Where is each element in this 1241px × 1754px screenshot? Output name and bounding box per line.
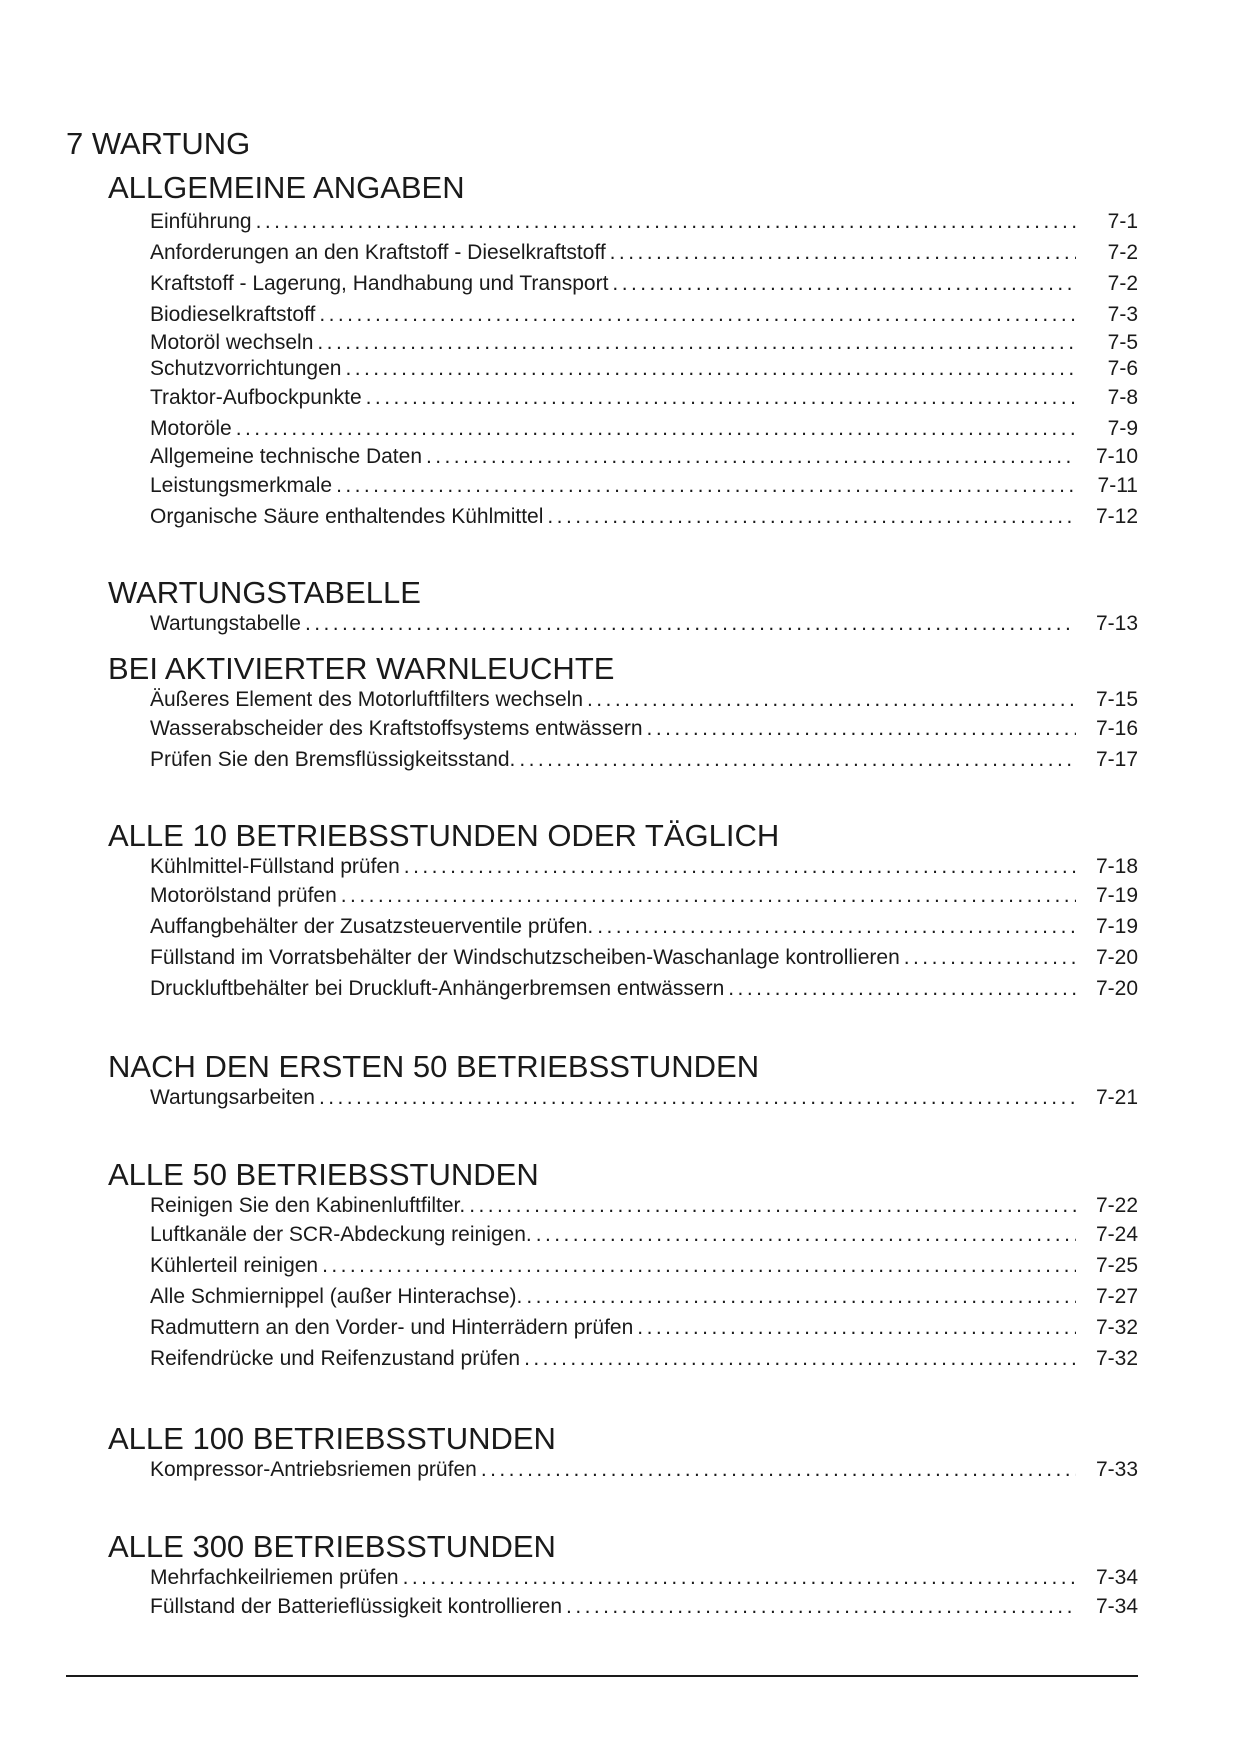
toc-section xyxy=(108,170,1138,532)
toc-entry-label: Kompressor-Antriebsriemen prüfen xyxy=(150,1458,477,1481)
toc-entry-page: 7-25 xyxy=(1095,1254,1138,1277)
toc-entry-page: 7-9 xyxy=(1107,417,1138,440)
dot-leader xyxy=(524,1343,1076,1374)
toc-entry-label: Mehrfachkeilriemen prüfen xyxy=(150,1566,399,1589)
section-title: ALLE 10 BETRIEBSSTUNDEN ODER TÄGLICH xyxy=(108,818,780,853)
toc-entry[interactable] xyxy=(150,713,1138,744)
toc-entry-label: Kraftstoff - Lagerung, Handhabung und Transport xyxy=(150,272,609,295)
dot-leader xyxy=(404,854,1076,880)
toc-entry-page: 7-24 xyxy=(1095,1223,1138,1246)
dot-leader xyxy=(587,687,1076,713)
toc-entry-label: Organische Säure enthaltendes Kühlmittel xyxy=(150,505,544,528)
toc-entry[interactable] xyxy=(150,382,1138,413)
dot-leader xyxy=(612,268,1076,299)
section-title: NACH DEN ERSTEN 50 BETRIEBSSTUNDEN xyxy=(108,1049,760,1084)
toc-entry-page: 7-13 xyxy=(1095,612,1138,635)
toc-entry[interactable] xyxy=(150,413,1138,444)
toc-entry-page: 7-17 xyxy=(1095,748,1138,771)
dot-leader xyxy=(319,1085,1076,1111)
dot-leader xyxy=(305,611,1076,637)
toc-entry[interactable] xyxy=(150,1193,1138,1219)
toc-section xyxy=(108,1157,1138,1374)
toc-entry[interactable] xyxy=(150,268,1138,299)
toc-entry[interactable] xyxy=(150,854,1138,880)
toc-entry[interactable] xyxy=(150,1281,1138,1312)
toc-entry-page: 7-19 xyxy=(1095,884,1138,907)
section-title: ALLGEMEINE ANGABEN xyxy=(108,170,465,205)
section-title: ALLE 300 BETRIEBSSTUNDEN xyxy=(108,1529,556,1564)
toc-entry-page: 7-34 xyxy=(1095,1595,1138,1618)
section-title: ALLE 100 BETRIEBSSTUNDEN xyxy=(108,1421,556,1456)
toc-entry-list xyxy=(150,1085,1138,1111)
dot-leader xyxy=(637,1312,1076,1343)
toc-entry[interactable] xyxy=(150,611,1138,637)
toc-entry-list xyxy=(150,611,1138,637)
dot-leader xyxy=(610,237,1076,268)
toc-entry-page: 7-2 xyxy=(1107,241,1138,264)
toc-entry-label: Alle Schmiernippel (außer Hinterachse). xyxy=(150,1285,523,1308)
toc-entry-page: 7-8 xyxy=(1107,386,1138,409)
toc-entry-label: Wartungstabelle xyxy=(150,612,301,635)
toc-entry-page: 7-16 xyxy=(1095,717,1138,740)
dot-leader xyxy=(519,744,1076,775)
toc-entry-label: Füllstand der Batterieflüssigkeit kontrollieren xyxy=(150,1595,563,1618)
section-title: WARTUNGSTABELLE xyxy=(108,575,421,610)
toc-section xyxy=(108,575,1138,637)
toc-entry-label: Leistungsmerkmale xyxy=(150,474,333,497)
dot-leader xyxy=(366,382,1076,413)
dot-leader xyxy=(536,1219,1076,1250)
toc-entry-label: Kühlmittel-Füllstand prüfen xyxy=(150,855,400,878)
dot-leader xyxy=(345,356,1076,382)
toc-entry[interactable] xyxy=(150,942,1138,973)
toc-entry-page: 7-18 xyxy=(1095,855,1138,878)
toc-entry-page: 7-1 xyxy=(1107,210,1138,233)
toc-section xyxy=(108,1421,1138,1483)
toc-entry[interactable] xyxy=(150,206,1138,237)
toc-entry[interactable] xyxy=(150,501,1138,532)
toc-entry[interactable] xyxy=(150,687,1138,713)
toc-entry-label: Wasserabscheider des Kraftstoffsystems entwässern xyxy=(150,717,643,740)
toc-entry[interactable] xyxy=(150,973,1138,1004)
toc-entry-label: Füllstand im Vorratsbehälter der Windschutzscheiben-Waschanlage kontrollieren xyxy=(150,946,900,969)
toc-entry-label: Luftkanäle der SCR-Abdeckung reinigen. xyxy=(150,1223,532,1246)
toc-entry[interactable] xyxy=(150,1457,1138,1483)
toc-entry-label: Radmuttern an den Vorder- und Hinterrädern prüfen xyxy=(150,1316,634,1339)
toc-entry-page: 7-10 xyxy=(1095,445,1138,468)
toc-entry-label: Kühlerteil reinigen xyxy=(150,1254,319,1277)
toc-entry[interactable] xyxy=(150,1565,1138,1591)
toc-entry-page: 7-32 xyxy=(1095,1347,1138,1370)
chapter-title: 7 WARTUNG xyxy=(66,126,251,161)
dot-leader xyxy=(728,973,1076,1004)
dot-leader xyxy=(403,1565,1076,1591)
toc-entry[interactable] xyxy=(150,470,1138,501)
toc-entry-list xyxy=(150,1565,1138,1622)
toc-entry-page: 7-20 xyxy=(1095,946,1138,969)
toc-entry[interactable] xyxy=(150,237,1138,268)
toc-entry-page: 7-3 xyxy=(1107,303,1138,326)
toc-entry-label: Prüfen Sie den Bremsflüssigkeitsstand. xyxy=(150,748,516,771)
toc-section xyxy=(108,1049,1138,1111)
toc-entry[interactable] xyxy=(150,356,1138,382)
toc-entry-list xyxy=(150,206,1138,532)
toc-entry-label: Äußeres Element des Motorluftfilters wechseln xyxy=(150,688,584,711)
toc-entry-page: 7-20 xyxy=(1095,977,1138,1000)
toc-entry[interactable] xyxy=(150,911,1138,942)
dot-leader xyxy=(256,206,1076,237)
toc-entry-list xyxy=(150,854,1138,1004)
toc-entry-list xyxy=(150,1457,1138,1483)
toc-entry-label: Einführung xyxy=(150,210,252,233)
dot-leader xyxy=(526,1281,1076,1312)
toc-entry-page: 7-2 xyxy=(1107,272,1138,295)
toc-entry[interactable] xyxy=(150,1219,1138,1250)
toc-entry-list xyxy=(150,687,1138,775)
toc-entry-page: 7-27 xyxy=(1095,1285,1138,1308)
section-title: BEI AKTIVIERTER WARNLEUCHTE xyxy=(108,651,615,686)
toc-entry-page: 7-34 xyxy=(1095,1566,1138,1589)
toc-entry-label: Biodieselkraftstoff xyxy=(150,303,316,326)
toc-entry[interactable] xyxy=(150,1343,1138,1374)
dot-leader xyxy=(547,501,1076,532)
toc-entry-label: Anforderungen an den Kraftstoff - Dieselkraftstoff xyxy=(150,241,606,264)
toc-entry-page: 7-11 xyxy=(1097,474,1138,497)
toc-entry-list xyxy=(150,1193,1138,1374)
dot-leader xyxy=(469,1193,1076,1219)
dot-leader xyxy=(426,444,1076,470)
dot-leader xyxy=(597,911,1076,942)
toc-entry-label: Traktor-Aufbockpunkte xyxy=(150,386,362,409)
dot-leader xyxy=(481,1457,1076,1483)
toc-entry-label: Motorölstand prüfen xyxy=(150,884,337,907)
dot-leader xyxy=(322,1250,1076,1281)
toc-entry[interactable] xyxy=(150,1250,1138,1281)
dot-leader xyxy=(236,413,1076,444)
dot-leader xyxy=(904,942,1076,973)
toc-entry[interactable] xyxy=(150,1312,1138,1343)
section-title: ALLE 50 BETRIEBSSTUNDEN xyxy=(108,1157,539,1192)
toc-entry-label: Allgemeine technische Daten xyxy=(150,445,422,468)
toc-entry-label: Schutzvorrichtungen xyxy=(150,357,342,380)
toc-section xyxy=(108,1529,1138,1622)
toc-entry-label: Druckluftbehälter bei Druckluft-Anhängerbremsen entwässern xyxy=(150,977,725,1000)
toc-entry[interactable] xyxy=(150,744,1138,775)
toc-entry[interactable] xyxy=(150,1085,1138,1111)
toc-entry[interactable] xyxy=(150,880,1138,911)
toc-entry-page: 7-5 xyxy=(1107,331,1138,354)
toc-entry[interactable] xyxy=(150,330,1138,356)
toc-entry-label: Reifendrücke und Reifenzustand prüfen xyxy=(150,1347,521,1370)
toc-entry-page: 7-21 xyxy=(1095,1086,1138,1109)
toc-section xyxy=(108,651,1138,775)
toc-entry[interactable] xyxy=(150,299,1138,330)
toc-entry-page: 7-32 xyxy=(1095,1316,1138,1339)
dot-leader xyxy=(566,1591,1076,1622)
toc-entry-page: 7-6 xyxy=(1107,357,1138,380)
footer-rule xyxy=(66,1675,1138,1677)
toc-entry-page: 7-15 xyxy=(1095,688,1138,711)
toc-entry[interactable] xyxy=(150,444,1138,470)
dot-leader xyxy=(341,880,1076,911)
toc-entry-label: Motoröle xyxy=(150,417,232,440)
dot-leader xyxy=(319,299,1076,330)
toc-entry-label: Reinigen Sie den Kabinenluftfilter. xyxy=(150,1194,466,1217)
dot-leader xyxy=(336,470,1076,501)
toc-entry-page: 7-19 xyxy=(1095,915,1138,938)
toc-entry-label: Wartungsarbeiten xyxy=(150,1086,315,1109)
dot-leader xyxy=(317,330,1076,356)
toc-entry-page: 7-22 xyxy=(1095,1194,1138,1217)
dot-leader xyxy=(647,713,1076,744)
toc-entry-page: 7-33 xyxy=(1095,1458,1138,1481)
toc-entry[interactable] xyxy=(150,1591,1138,1622)
toc-section xyxy=(108,818,1138,1004)
toc-entry-page: 7-12 xyxy=(1095,505,1138,528)
toc-entry-label: Auffangbehälter der Zusatzsteuerventile prüfen. xyxy=(150,915,594,938)
toc-entry-label: Motoröl wechseln xyxy=(150,331,314,354)
